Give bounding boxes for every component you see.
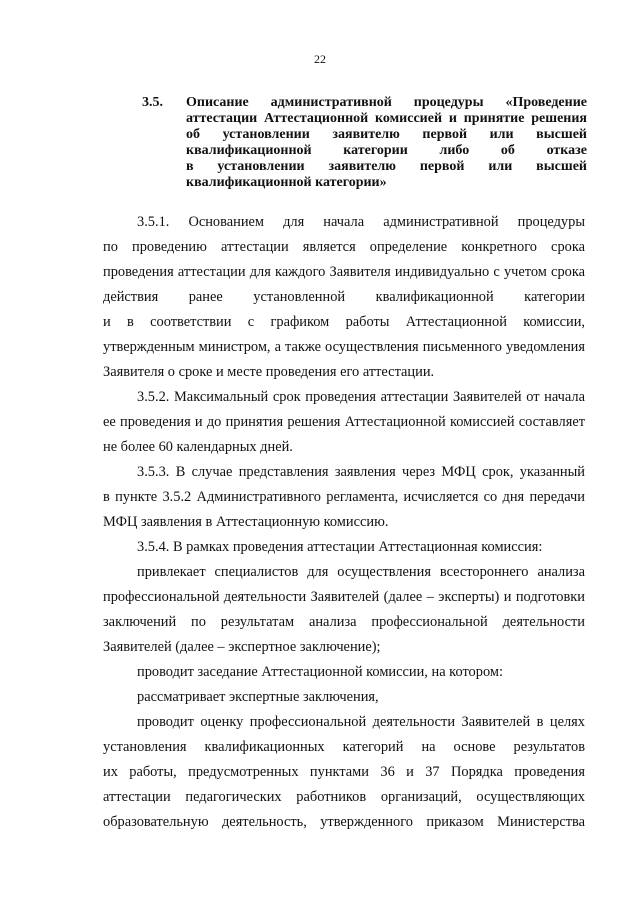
paragraph-line: Заявителей (далее – экспертное заключение); (103, 639, 381, 655)
paragraph-line: по проведению аттестации является определение конкретного срока (103, 239, 585, 255)
page-number: 22 (314, 52, 326, 66)
section-title-line: в установлении заявителю первой или высшей (186, 159, 587, 174)
section-title-line: об установлении заявителю первой или высшей (186, 127, 587, 142)
paragraph-line: профессиональной деятельности Заявителей (далее – эксперты) и подготовки (103, 589, 585, 605)
paragraph-line: ее проведения и до принятия решения Аттестационной комиссией составляет (103, 414, 585, 430)
paragraph-line: МФЦ заявления в Аттестационную комиссию. (103, 514, 389, 530)
paragraph-line: привлекает специалистов для осуществления всестороннего анализа (137, 564, 585, 580)
paragraph-line: утвержденным министром, а также осуществления письменного уведомления (103, 339, 585, 355)
section-title-line: аттестации Аттестационной комиссией и принятие решения (186, 111, 587, 126)
paragraph-line: проводит заседание Аттестационной комиссии, на котором: (137, 664, 503, 680)
paragraph-line: образовательную деятельность, утвержденного приказом Министерства (103, 814, 585, 830)
paragraph-line: установления квалификационных категорий на основе результатов (103, 739, 585, 755)
paragraph-line: рассматривает экспертные заключения, (137, 689, 379, 705)
section-title-line: Описание административной процедуры «Проведение (186, 95, 587, 110)
paragraph-line: и в соответствии с графиком работы Аттестационной комиссии, (103, 314, 585, 330)
paragraph-line: проведения аттестации для каждого Заявителя индивидуально с учетом срока (103, 264, 585, 280)
body-text (103, 210, 585, 835)
paragraph-line: 3.5.1. Основанием для начала административной процедуры (137, 214, 585, 230)
paragraph-line: Заявителя о сроке и месте проведения его аттестации. (103, 364, 435, 380)
paragraph-line: действия ранее установленной квалификационной категории (103, 289, 585, 305)
section-title (186, 95, 587, 191)
paragraph-line: 3.5.4. В рамках проведения аттестации Аттестационная комиссия: (137, 539, 543, 555)
paragraph-line: не более 60 календарных дней. (103, 439, 293, 455)
paragraph-line: 3.5.2. Максимальный срок проведения аттестации Заявителей от начала (137, 389, 585, 405)
paragraph-line: их работы, предусмотренных пунктами 36 и 37 Порядка проведения (103, 764, 585, 780)
section-number: 3.5. (142, 95, 163, 110)
section-title-line: квалификационной категории» (186, 175, 387, 190)
paragraph-line: заключений по результатам анализа профессиональной деятельности (103, 614, 585, 630)
paragraph-line: аттестации педагогических работников организаций, осуществляющих (103, 789, 585, 805)
paragraph-line: 3.5.3. В случае представления заявления через МФЦ срок, указанный (137, 464, 585, 480)
section-title-line: квалификационной категории либо об отказе (186, 143, 587, 158)
paragraph-line: в пункте 3.5.2 Административного регламента, исчисляется со дня передачи (103, 489, 585, 505)
paragraph-line: проводит оценку профессиональной деятельности Заявителей в целях (137, 714, 585, 730)
